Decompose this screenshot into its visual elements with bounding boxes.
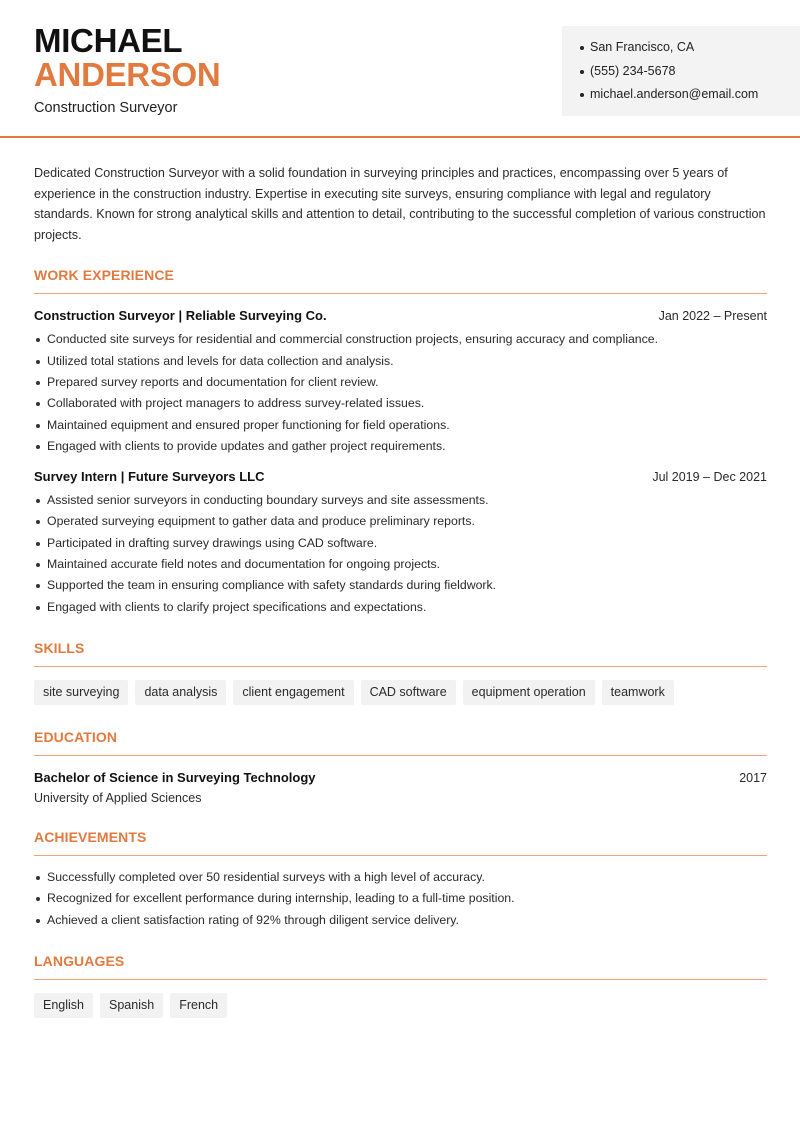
skill-tag: CAD software [361,680,456,705]
skill-tag: teamwork [602,680,674,705]
education-degree: Bachelor of Science in Surveying Technology [34,769,316,785]
list-item: Collaborated with project managers to address survey-related issues. [34,393,767,414]
contact-email: michael.anderson@email.com [580,83,800,107]
section-divider [34,855,767,856]
education-section [34,729,767,805]
education-year: 2017 [739,770,767,785]
job-entry-dates: Jan 2022 – Present [658,309,767,324]
contact-phone: (555) 234-5678 [580,60,800,84]
list-item: Conducted site surveys for residential and commercial construction projects, ensuring accuracy and compliance. [34,329,767,350]
section-divider [34,979,767,980]
section-title-work: WORK EXPERIENCE [34,267,174,284]
achievements-section [34,829,767,931]
list-item: Operated surveying equipment to gather data and produce preliminary reports. [34,511,767,532]
list-item: Engaged with clients to provide updates and gather project requirements. [34,436,767,457]
list-item: Maintained accurate field notes and documentation for ongoing projects. [34,554,767,575]
job-entry [34,469,767,618]
resume-header [0,0,800,138]
skill-tag: site surveying [34,680,128,705]
work-experience-section [34,267,767,618]
summary: Dedicated Construction Surveyor with a solid foundation in surveying principles and practices, encompassing over 5 years of experience in the construction industry. Expertise in executing site surveys, ensuring compliance with legal and regulatory standards. Known for strong analytical skills and attention to detail, contributing to the successful completion of various construction projects. [34,166,766,242]
job-title: Construction Surveyor [34,100,178,116]
section-title-education: EDUCATION [34,728,118,745]
list-item: Assisted senior surveyors in conducting boundary surveys and site assessments. [34,490,767,511]
first-name: MICHAEL [34,22,183,59]
section-divider [34,755,767,756]
skills-section [34,640,767,705]
contact-box [562,26,800,116]
section-title-achievements: ACHIEVEMENTS [34,828,147,845]
section-divider [34,293,767,294]
list-item: Utilized total stations and levels for data collection and analysis. [34,351,767,372]
resume-content [34,163,767,1018]
list-item: Participated in drafting survey drawings using CAD software. [34,533,767,554]
job-entry [34,308,767,457]
language-tag: French [170,993,227,1018]
job-entry-title: Survey Intern | Future Surveyors LLC [34,469,265,485]
list-item: Engaged with clients to clarify project specifications and expectations. [34,597,767,618]
list-item: Achieved a client satisfaction rating of 92% through diligent service delivery. [34,910,767,931]
list-item: Prepared survey reports and documentation for client review. [34,372,767,393]
contact-location: San Francisco, CA [580,36,800,60]
language-tag: English [34,993,93,1018]
skill-tag: equipment operation [463,680,595,705]
section-title-skills: SKILLS [34,639,85,656]
list-item: Recognized for excellent performance during internship, leading to a full-time position. [34,888,767,909]
skill-tag: data analysis [135,680,226,705]
last-name: ANDERSON [34,56,221,93]
skill-tag: client engagement [233,680,353,705]
job-entry-title: Construction Surveyor | Reliable Surveying Co. [34,308,327,324]
languages-section [34,953,767,1018]
language-tag: Spanish [100,993,163,1018]
list-item: Maintained equipment and ensured proper functioning for field operations. [34,415,767,436]
section-divider [34,666,767,667]
list-item: Supported the team in ensuring compliance with safety standards during fieldwork. [34,575,767,596]
section-title-languages: LANGUAGES [34,952,125,969]
list-item: Successfully completed over 50 residential surveys with a high level of accuracy. [34,867,767,888]
job-entry-dates: Jul 2019 – Dec 2021 [652,470,767,485]
education-school: University of Applied Sciences [34,790,202,805]
